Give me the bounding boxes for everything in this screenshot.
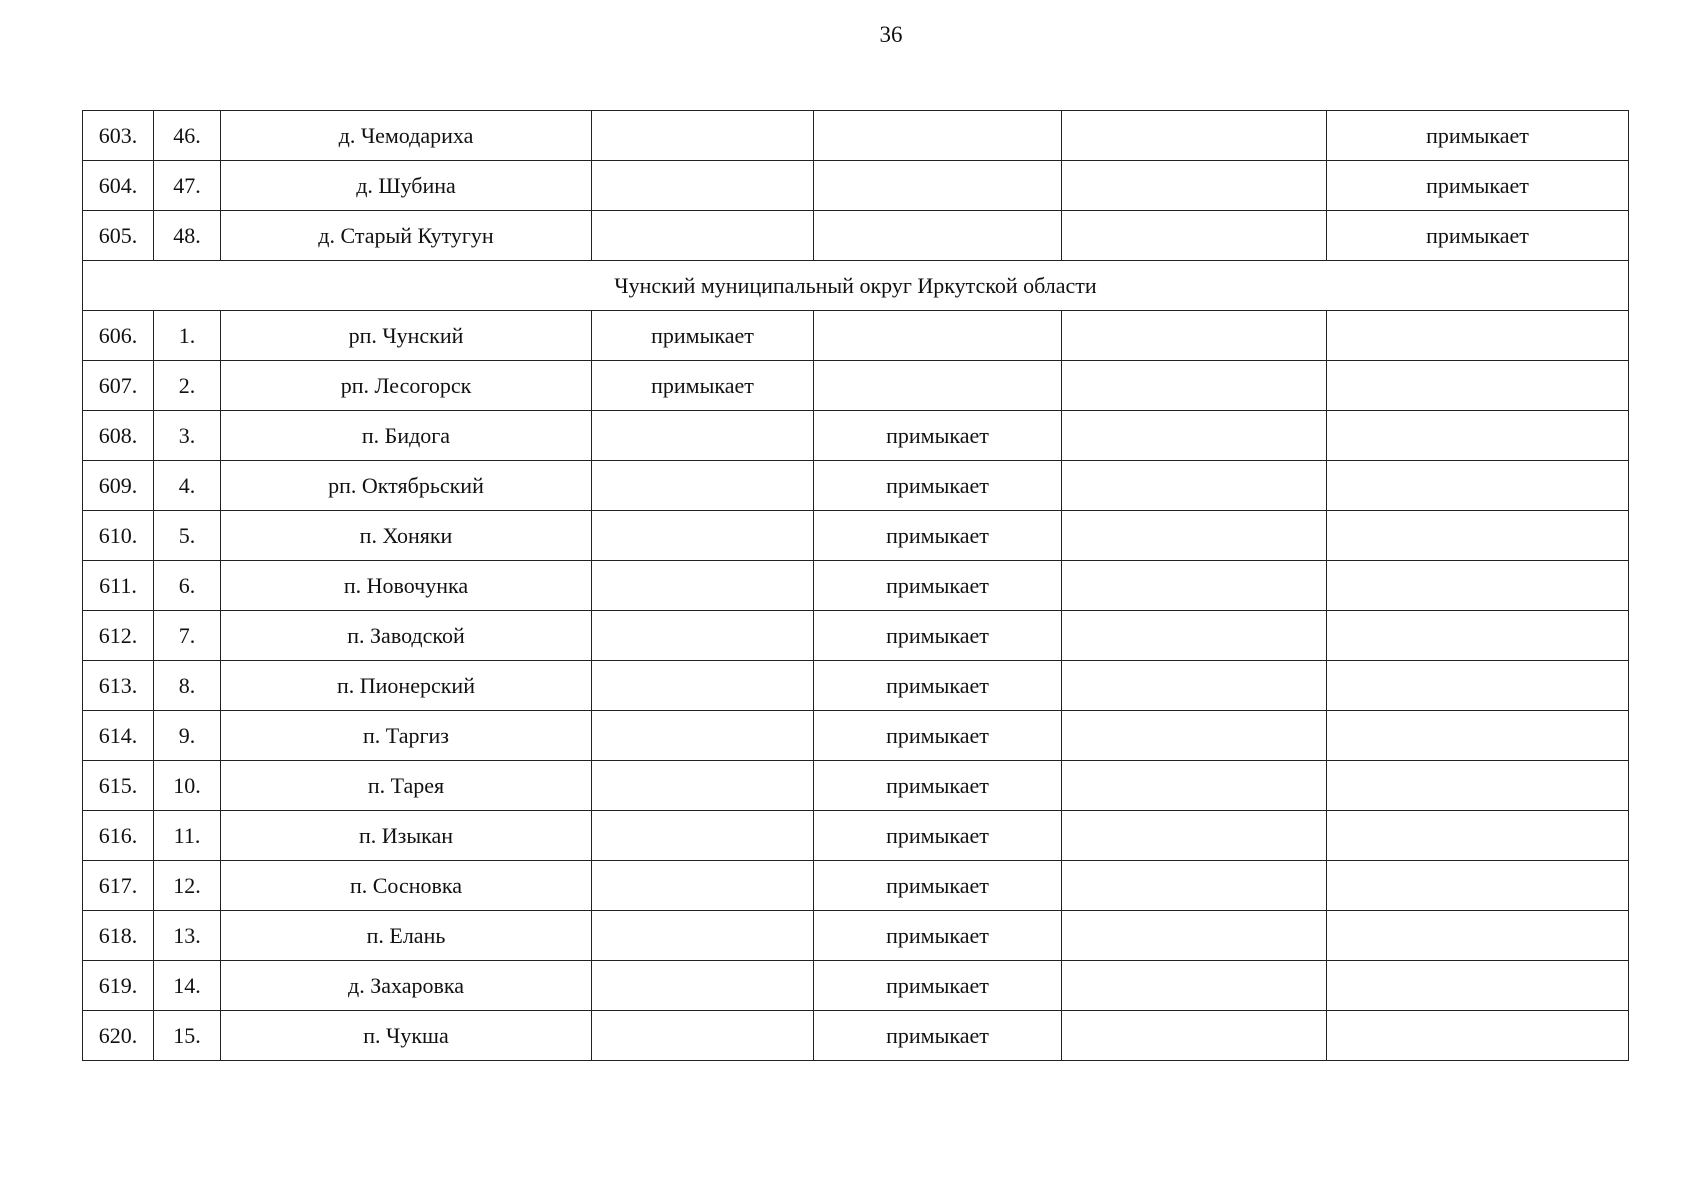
table-row xyxy=(83,361,1629,411)
settlement-name-cell: п. Елань xyxy=(221,911,592,961)
column-4-cell xyxy=(1327,761,1629,811)
column-3-cell xyxy=(1062,411,1327,461)
column-2-cell xyxy=(814,111,1062,161)
table-row xyxy=(83,311,1629,361)
column-3-cell xyxy=(1062,661,1327,711)
column-1-cell: примыкает xyxy=(592,311,814,361)
sub-number-cell: 12. xyxy=(154,861,221,911)
settlement-name-cell: п. Изыкан xyxy=(221,811,592,861)
table-row xyxy=(83,461,1629,511)
sub-number-cell: 3. xyxy=(154,411,221,461)
table-row xyxy=(83,661,1629,711)
section-header-group xyxy=(83,261,1629,311)
column-1-cell xyxy=(592,961,814,1011)
column-3-cell xyxy=(1062,811,1327,861)
sub-number-cell: 11. xyxy=(154,811,221,861)
row-number-cell: 617. xyxy=(83,861,154,911)
table-row xyxy=(83,411,1629,461)
column-4-cell xyxy=(1327,711,1629,761)
settlement-name-cell: рп. Чунский xyxy=(221,311,592,361)
row-number-cell: 605. xyxy=(83,211,154,261)
column-3-cell xyxy=(1062,161,1327,211)
column-2-cell: примыкает xyxy=(814,561,1062,611)
column-3-cell xyxy=(1062,311,1327,361)
column-2-cell xyxy=(814,361,1062,411)
table-body-top xyxy=(83,111,1629,261)
row-number-cell: 614. xyxy=(83,711,154,761)
column-4-cell: примыкает xyxy=(1327,111,1629,161)
column-1-cell xyxy=(592,511,814,561)
sub-number-cell: 2. xyxy=(154,361,221,411)
page-number: 36 xyxy=(879,22,903,47)
column-2-cell: примыкает xyxy=(814,811,1062,861)
settlement-name-cell: д. Шубина xyxy=(221,161,592,211)
column-1-cell xyxy=(592,711,814,761)
table-row xyxy=(83,111,1629,161)
settlement-name-cell: п. Тарея xyxy=(221,761,592,811)
row-number-cell: 613. xyxy=(83,661,154,711)
sub-number-cell: 7. xyxy=(154,611,221,661)
row-number-cell: 618. xyxy=(83,911,154,961)
column-2-cell xyxy=(814,161,1062,211)
table-body-bottom xyxy=(83,311,1629,1061)
column-2-cell xyxy=(814,211,1062,261)
column-2-cell: примыкает xyxy=(814,861,1062,911)
settlement-name-cell: п. Заводской xyxy=(221,611,592,661)
sub-number-cell: 46. xyxy=(154,111,221,161)
sub-number-cell: 1. xyxy=(154,311,221,361)
column-2-cell: примыкает xyxy=(814,911,1062,961)
row-number-cell: 616. xyxy=(83,811,154,861)
column-3-cell xyxy=(1062,561,1327,611)
column-2-cell: примыкает xyxy=(814,411,1062,461)
settlement-name-cell: п. Чукша xyxy=(221,1011,592,1061)
column-1-cell xyxy=(592,611,814,661)
column-3-cell xyxy=(1062,611,1327,661)
row-number-cell: 611. xyxy=(83,561,154,611)
section-title: Чунский муниципальный округ Иркутской области xyxy=(83,261,1629,311)
settlement-name-cell: рп. Октябрьский xyxy=(221,461,592,511)
sub-number-cell: 48. xyxy=(154,211,221,261)
row-number-cell: 612. xyxy=(83,611,154,661)
table-row xyxy=(83,561,1629,611)
column-3-cell xyxy=(1062,961,1327,1011)
column-4-cell xyxy=(1327,861,1629,911)
settlement-name-cell: рп. Лесогорск xyxy=(221,361,592,411)
column-4-cell xyxy=(1327,311,1629,361)
sub-number-cell: 15. xyxy=(154,1011,221,1061)
table-row xyxy=(83,711,1629,761)
column-1-cell xyxy=(592,861,814,911)
sub-number-cell: 6. xyxy=(154,561,221,611)
row-number-cell: 606. xyxy=(83,311,154,361)
column-4-cell xyxy=(1327,961,1629,1011)
column-2-cell: примыкает xyxy=(814,1011,1062,1061)
column-4-cell xyxy=(1327,911,1629,961)
row-number-cell: 619. xyxy=(83,961,154,1011)
settlement-name-cell: п. Хоняки xyxy=(221,511,592,561)
column-1-cell xyxy=(592,211,814,261)
column-3-cell xyxy=(1062,911,1327,961)
row-number-cell: 609. xyxy=(83,461,154,511)
column-3-cell xyxy=(1062,511,1327,561)
sub-number-cell: 8. xyxy=(154,661,221,711)
table-row xyxy=(83,811,1629,861)
table-row xyxy=(83,861,1629,911)
table-row xyxy=(83,161,1629,211)
settlement-name-cell: п. Сосновка xyxy=(221,861,592,911)
settlement-name-cell: п. Бидога xyxy=(221,411,592,461)
column-3-cell xyxy=(1062,361,1327,411)
column-3-cell xyxy=(1062,211,1327,261)
table-row xyxy=(83,961,1629,1011)
column-4-cell xyxy=(1327,661,1629,711)
table-row xyxy=(83,511,1629,561)
column-2-cell xyxy=(814,311,1062,361)
sub-number-cell: 13. xyxy=(154,911,221,961)
row-number-cell: 607. xyxy=(83,361,154,411)
row-number-cell: 608. xyxy=(83,411,154,461)
sub-number-cell: 14. xyxy=(154,961,221,1011)
column-3-cell xyxy=(1062,711,1327,761)
row-number-cell: 610. xyxy=(83,511,154,561)
column-3-cell xyxy=(1062,461,1327,511)
column-4-cell xyxy=(1327,811,1629,861)
settlement-name-cell: д. Чемодариха xyxy=(221,111,592,161)
table-row xyxy=(83,911,1629,961)
sub-number-cell: 10. xyxy=(154,761,221,811)
column-1-cell xyxy=(592,411,814,461)
sub-number-cell: 9. xyxy=(154,711,221,761)
column-1-cell xyxy=(592,461,814,511)
column-4-cell xyxy=(1327,511,1629,561)
row-number-cell: 604. xyxy=(83,161,154,211)
row-number-cell: 620. xyxy=(83,1011,154,1061)
column-4-cell xyxy=(1327,361,1629,411)
column-3-cell xyxy=(1062,861,1327,911)
column-2-cell: примыкает xyxy=(814,461,1062,511)
column-4-cell xyxy=(1327,461,1629,511)
section-row xyxy=(83,261,1629,311)
settlements-table xyxy=(82,110,1629,1061)
column-2-cell: примыкает xyxy=(814,661,1062,711)
column-1-cell xyxy=(592,661,814,711)
column-4-cell xyxy=(1327,411,1629,461)
table-row xyxy=(83,1011,1629,1061)
column-3-cell xyxy=(1062,761,1327,811)
settlement-name-cell: д. Захаровка xyxy=(221,961,592,1011)
column-1-cell xyxy=(592,811,814,861)
sub-number-cell: 5. xyxy=(154,511,221,561)
column-2-cell: примыкает xyxy=(814,511,1062,561)
row-number-cell: 603. xyxy=(83,111,154,161)
column-1-cell: примыкает xyxy=(592,361,814,411)
column-2-cell: примыкает xyxy=(814,761,1062,811)
column-4-cell xyxy=(1327,1011,1629,1061)
column-1-cell xyxy=(592,911,814,961)
settlement-name-cell: д. Старый Кутугун xyxy=(221,211,592,261)
column-4-cell: примыкает xyxy=(1327,211,1629,261)
column-1-cell xyxy=(592,161,814,211)
settlement-name-cell: п. Пионерский xyxy=(221,661,592,711)
table-row xyxy=(83,761,1629,811)
settlement-name-cell: п. Таргиз xyxy=(221,711,592,761)
column-2-cell: примыкает xyxy=(814,961,1062,1011)
column-1-cell xyxy=(592,1011,814,1061)
column-2-cell: примыкает xyxy=(814,711,1062,761)
column-1-cell xyxy=(592,561,814,611)
column-3-cell xyxy=(1062,1011,1327,1061)
table-row xyxy=(83,211,1629,261)
settlement-name-cell: п. Новочунка xyxy=(221,561,592,611)
column-4-cell xyxy=(1327,561,1629,611)
column-1-cell xyxy=(592,761,814,811)
sub-number-cell: 47. xyxy=(154,161,221,211)
sub-number-cell: 4. xyxy=(154,461,221,511)
column-4-cell xyxy=(1327,611,1629,661)
column-4-cell: примыкает xyxy=(1327,161,1629,211)
table-row xyxy=(83,611,1629,661)
column-1-cell xyxy=(592,111,814,161)
column-2-cell: примыкает xyxy=(814,611,1062,661)
column-3-cell xyxy=(1062,111,1327,161)
row-number-cell: 615. xyxy=(83,761,154,811)
